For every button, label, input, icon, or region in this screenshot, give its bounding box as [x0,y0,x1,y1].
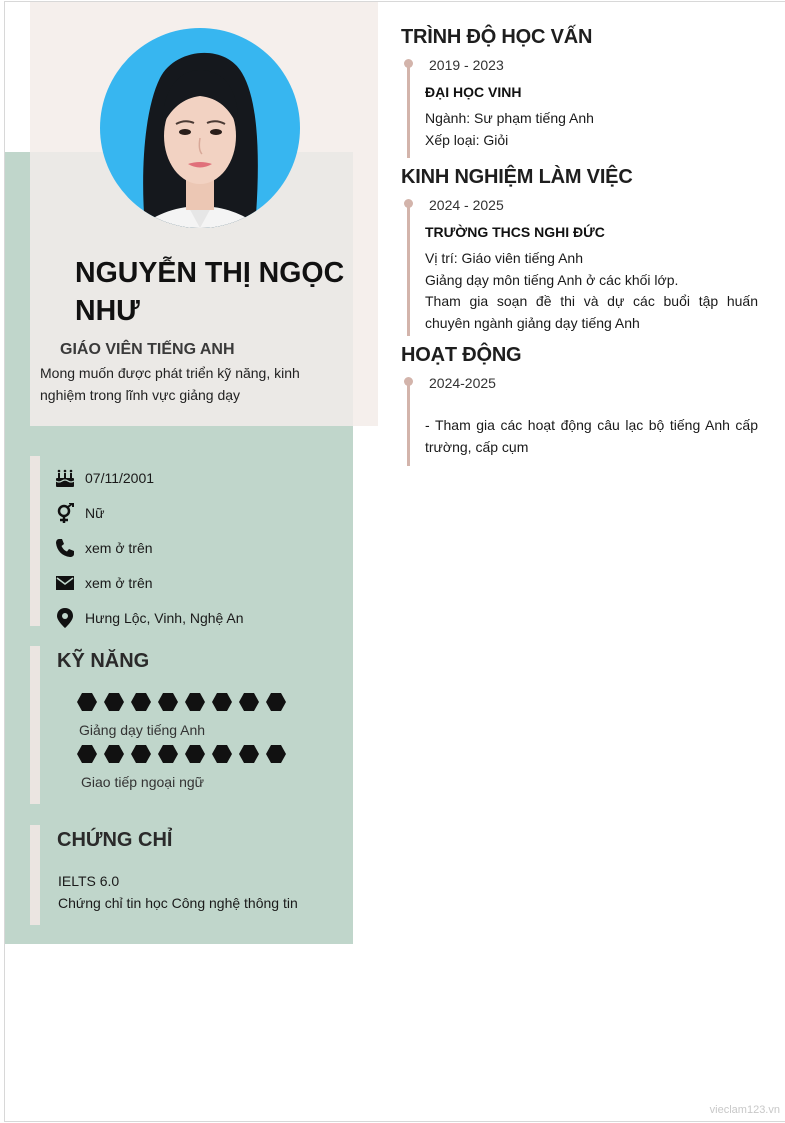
contact-email [55,565,244,600]
contact-list [55,460,244,635]
contact-gender [55,495,244,530]
career-objective: Mong muốn được phát triển kỹ năng, kinh nghiệm trong lĩnh vực giảng dạy [40,365,300,403]
rating-dot [77,693,97,711]
education-grade: Xếp loại: Giỏi [425,131,509,148]
education-timeline-dot [404,59,413,68]
experience-title: KINH NGHIỆM LÀM VIỆC [401,166,633,188]
certificate-item: IELTS 6.0 [58,873,120,889]
cv-page [4,1,785,1122]
phone-icon [55,538,75,558]
rating-dot [266,693,286,711]
experience-company: TRƯỜNG THCS NGHI ĐỨC [425,224,605,240]
activities-period: 2024-2025 [429,375,496,391]
activities-description: - Tham gia các hoạt động câu lạc bộ tiếng Anh cấp trường, cấp cụm [425,417,758,455]
rating-dot [266,745,286,763]
rating-dot [77,745,97,763]
rating-dot [104,745,124,763]
education-school: ĐẠI HỌC VINH [425,84,522,100]
experience-position: Vị trí: Giáo viên tiếng Anh [425,250,583,266]
education-major: Ngành: Sư phạm tiếng Anh [425,110,594,126]
skills-accent-bar [30,646,40,804]
birthday-value: 07/11/2001 [85,469,155,486]
location-pin-icon [55,608,75,628]
contact-accent-bar [30,456,40,626]
rating-dot [239,745,259,763]
certificates-accent-bar [30,825,40,925]
contact-address [55,600,244,635]
rating-dot [212,745,232,763]
contact-birthday [55,460,244,495]
birthday-cake-icon [55,468,75,488]
education-details [425,108,758,151]
education-timeline [407,64,410,158]
certificates-title: CHỨNG CHỈ [57,829,173,851]
avatar [100,28,300,228]
activities-title: HOẠT ĐỘNG [401,344,522,366]
skill-rating-1 [77,693,286,711]
experience-duty: Giảng dạy môn tiếng Anh ở các khối lớp. [425,271,679,288]
certificates-list [58,870,298,914]
skill-rating-2 [77,745,286,763]
experience-period: 2024 - 2025 [429,197,504,213]
job-title: GIÁO VIÊN TIẾNG ANH [60,341,235,358]
rating-dot [131,745,151,763]
experience-duty: Tham gia soạn đề thi và dự các buổi tập huấn chuyên ngành giảng dạy tiếng Anh [425,293,758,331]
rating-dot [212,693,232,711]
skills-title: KỸ NĂNG [57,650,150,672]
email-value: xem ở trên [85,574,153,591]
experience-timeline-dot [404,199,413,208]
rating-dot [239,693,259,711]
watermark: vieclam123.vn [709,1104,780,1116]
experience-timeline [407,204,410,336]
gender-icon [55,503,75,523]
certificate-item: Chứng chỉ tin học Công nghệ thông tin [58,895,298,911]
rating-dot [185,745,205,763]
education-title: TRÌNH ĐỘ HỌC VẤN [401,26,593,48]
skill-label-1: Giảng dạy tiếng Anh [79,722,206,738]
rating-dot [185,693,205,711]
rating-dot [158,693,178,711]
activities-timeline-dot [404,377,413,386]
rating-dot [131,693,151,711]
rating-dot [158,745,178,763]
address-value: Hưng Lộc, Vinh, Nghệ An [85,609,244,626]
gender-value: Nữ [85,504,105,521]
activities-timeline [407,382,410,466]
education-period: 2019 - 2023 [429,57,504,73]
skill-label-2: Giao tiếp ngoại ngữ [81,774,205,790]
experience-details [425,248,758,334]
rating-dot [104,693,124,711]
contact-phone [55,530,244,565]
phone-value: xem ở trên [85,539,153,556]
full-name: NGUYỄN THỊ NGỌC NHƯ [75,257,345,327]
email-icon [55,573,75,593]
